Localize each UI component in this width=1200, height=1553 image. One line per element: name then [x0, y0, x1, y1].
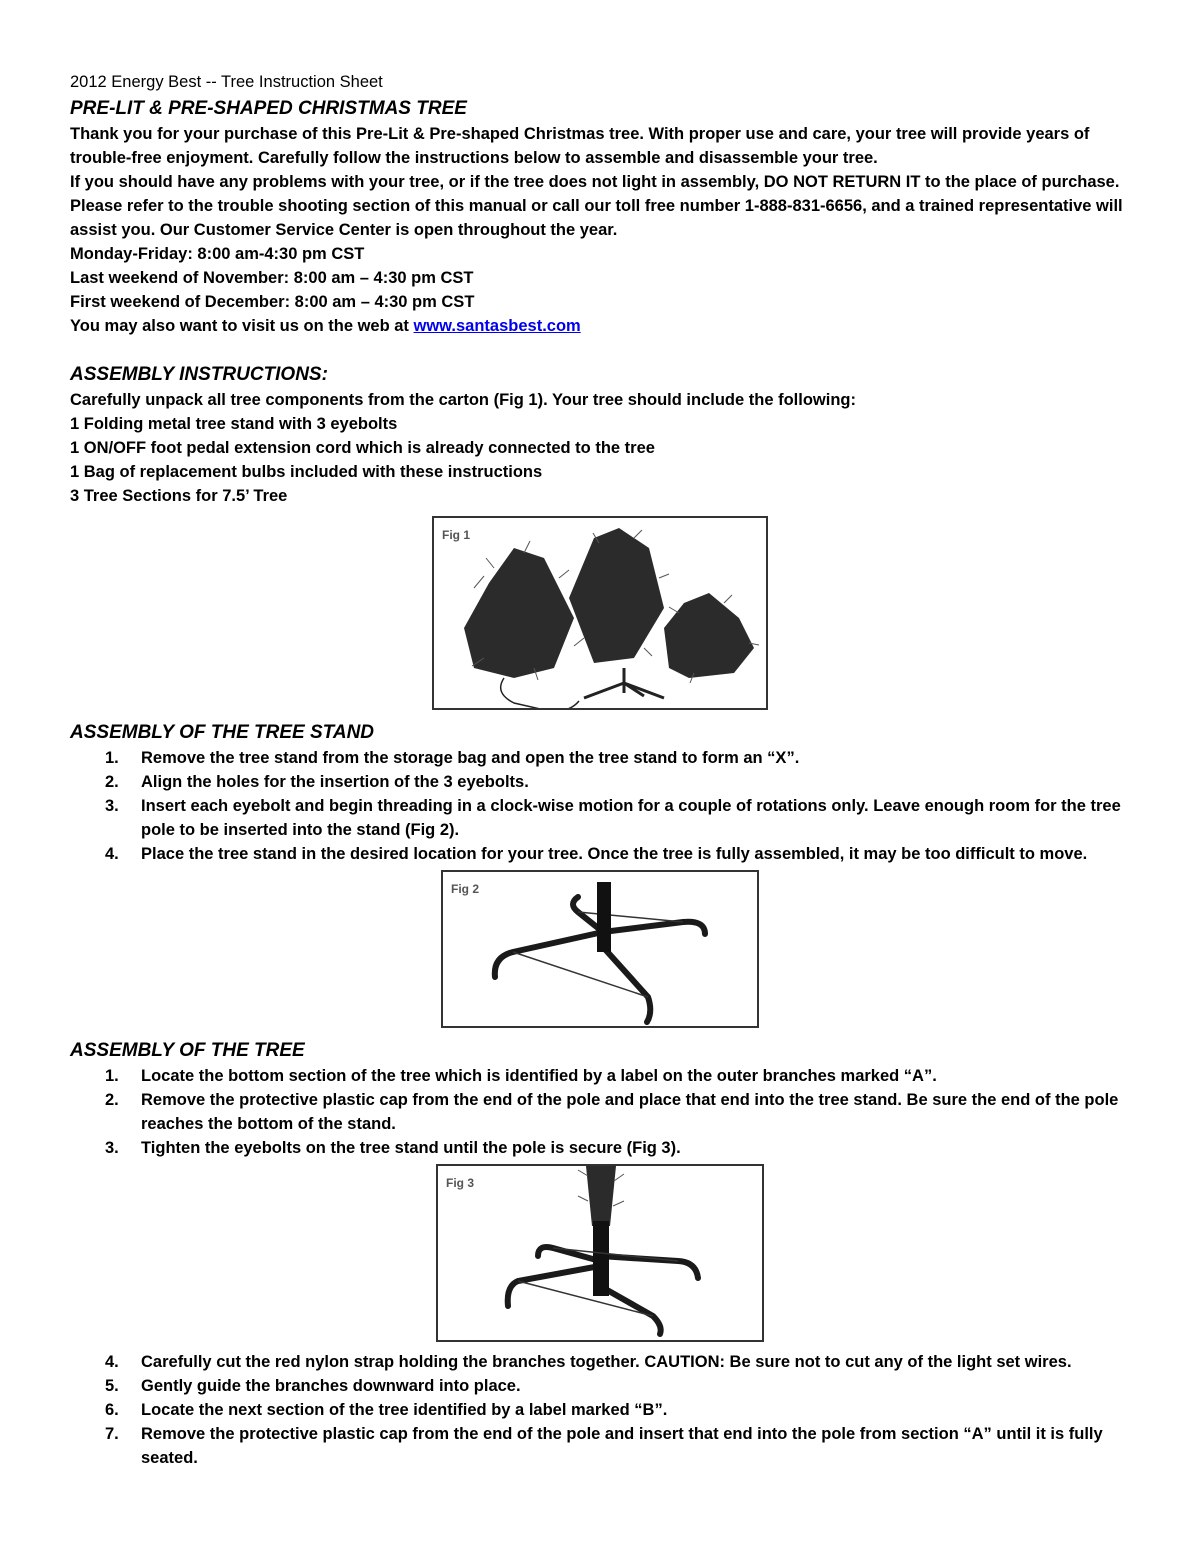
list-item: 4. Carefully cut the red nylon strap holding the branches together. CAUTION: Be sure not to cut any of the light set wires.	[105, 1353, 1072, 1371]
figure-2-label: Fig 2	[451, 882, 480, 896]
stand-steps	[70, 746, 1130, 866]
list-item: 2. Remove the protective plastic cap from the end of the pole and place that end into the tree stand. Be sure the end of the pole reaches the bottom of the stand.	[105, 1091, 1119, 1133]
tree-steps-second	[70, 1350, 1130, 1470]
list-item: 7. Remove the protective plastic cap from the end of the pole and insert that end into the pole from section “A” until it is fully seated.	[105, 1425, 1103, 1467]
assembly-heading: ASSEMBLY INSTRUCTIONS:	[70, 364, 328, 385]
list-item: 5. Gently guide the branches downward into place.	[105, 1377, 521, 1395]
figure-3	[436, 1164, 764, 1342]
component-bulbs: 1 Bag of replacement bulbs included with these instructions	[70, 463, 543, 481]
document-page	[70, 70, 1130, 1470]
web-prefix: You may also want to visit us on the web at	[70, 317, 414, 335]
stand-heading: ASSEMBLY OF THE TREE STAND	[70, 722, 375, 743]
figure-1-label: Fig 1	[442, 528, 471, 542]
hours-weekdays: Monday-Friday: 8:00 am-4:30 pm CST	[70, 245, 365, 263]
component-cord: 1 ON/OFF foot pedal extension cord which is already connected to the tree	[70, 439, 655, 457]
list-item: 2. Align the holes for the insertion of the 3 eyebolts.	[105, 773, 529, 791]
tree-in-stand-illustration	[438, 1166, 762, 1340]
hours-november: Last weekend of November: 8:00 am – 4:30 pm CST	[70, 269, 474, 287]
tree-steps-first	[70, 1064, 1130, 1160]
list-item: 3. Insert each eyebolt and begin threading in a clock-wise motion for a couple of rotations only. Leave enough room for the tree pole to be inserted into the stand (Fig 2).	[105, 797, 1121, 839]
figure-1	[432, 516, 768, 710]
list-item: 6. Locate the next section of the tree identified by a label marked “B”.	[105, 1401, 668, 1419]
tree-stand-illustration	[443, 872, 757, 1026]
document-title: 2012 Energy Best -- Tree Instruction Sheet	[70, 73, 383, 91]
main-heading: PRE-LIT & PRE-SHAPED CHRISTMAS TREE	[70, 98, 467, 119]
figure-3-label: Fig 3	[446, 1176, 475, 1190]
intro-paragraph-problems: If you should have any problems with your tree, or if the tree does not light in assembly, DO NOT RETURN IT to the place of purchase. Please refer to the trouble shooting section of this manual or call our toll free number 1-888-831-6656, and a trained representative will assist you. Our Customer Service Center is open throughout the year.	[70, 173, 1123, 239]
tree-heading: ASSEMBLY OF THE TREE	[70, 1040, 305, 1061]
assembly-intro: Carefully unpack all tree components from the carton (Fig 1). Your tree should include the following:	[70, 391, 856, 409]
website-link[interactable]: www.santasbest.com	[413, 317, 581, 335]
hours-december: First weekend of December: 8:00 am – 4:30 pm CST	[70, 293, 475, 311]
component-sections: 3 Tree Sections for 7.5’ Tree	[70, 487, 288, 505]
component-stand: 1 Folding metal tree stand with 3 eyebolts	[70, 415, 398, 433]
intro-paragraph-thanks: Thank you for your purchase of this Pre-Lit & Pre-shaped Christmas tree. With proper use and care, your tree will provide years of trouble-free enjoyment. Carefully follow the instructions below to assemble and disassemble your tree.	[70, 125, 1090, 167]
list-item: 1. Locate the bottom section of the tree which is identified by a label on the outer branches marked “A”.	[105, 1067, 937, 1085]
figure-2	[441, 870, 759, 1028]
list-item: 1. Remove the tree stand from the storage bag and open the tree stand to form an “X”.	[105, 749, 800, 767]
list-item: 4. Place the tree stand in the desired location for your tree. Once the tree is fully assembled, it may be too difficult to move.	[105, 845, 1088, 863]
list-item: 3. Tighten the eyebolts on the tree stand until the pole is secure (Fig 3).	[105, 1139, 681, 1157]
web-line	[70, 314, 1130, 338]
tree-sections-illustration	[434, 518, 766, 708]
